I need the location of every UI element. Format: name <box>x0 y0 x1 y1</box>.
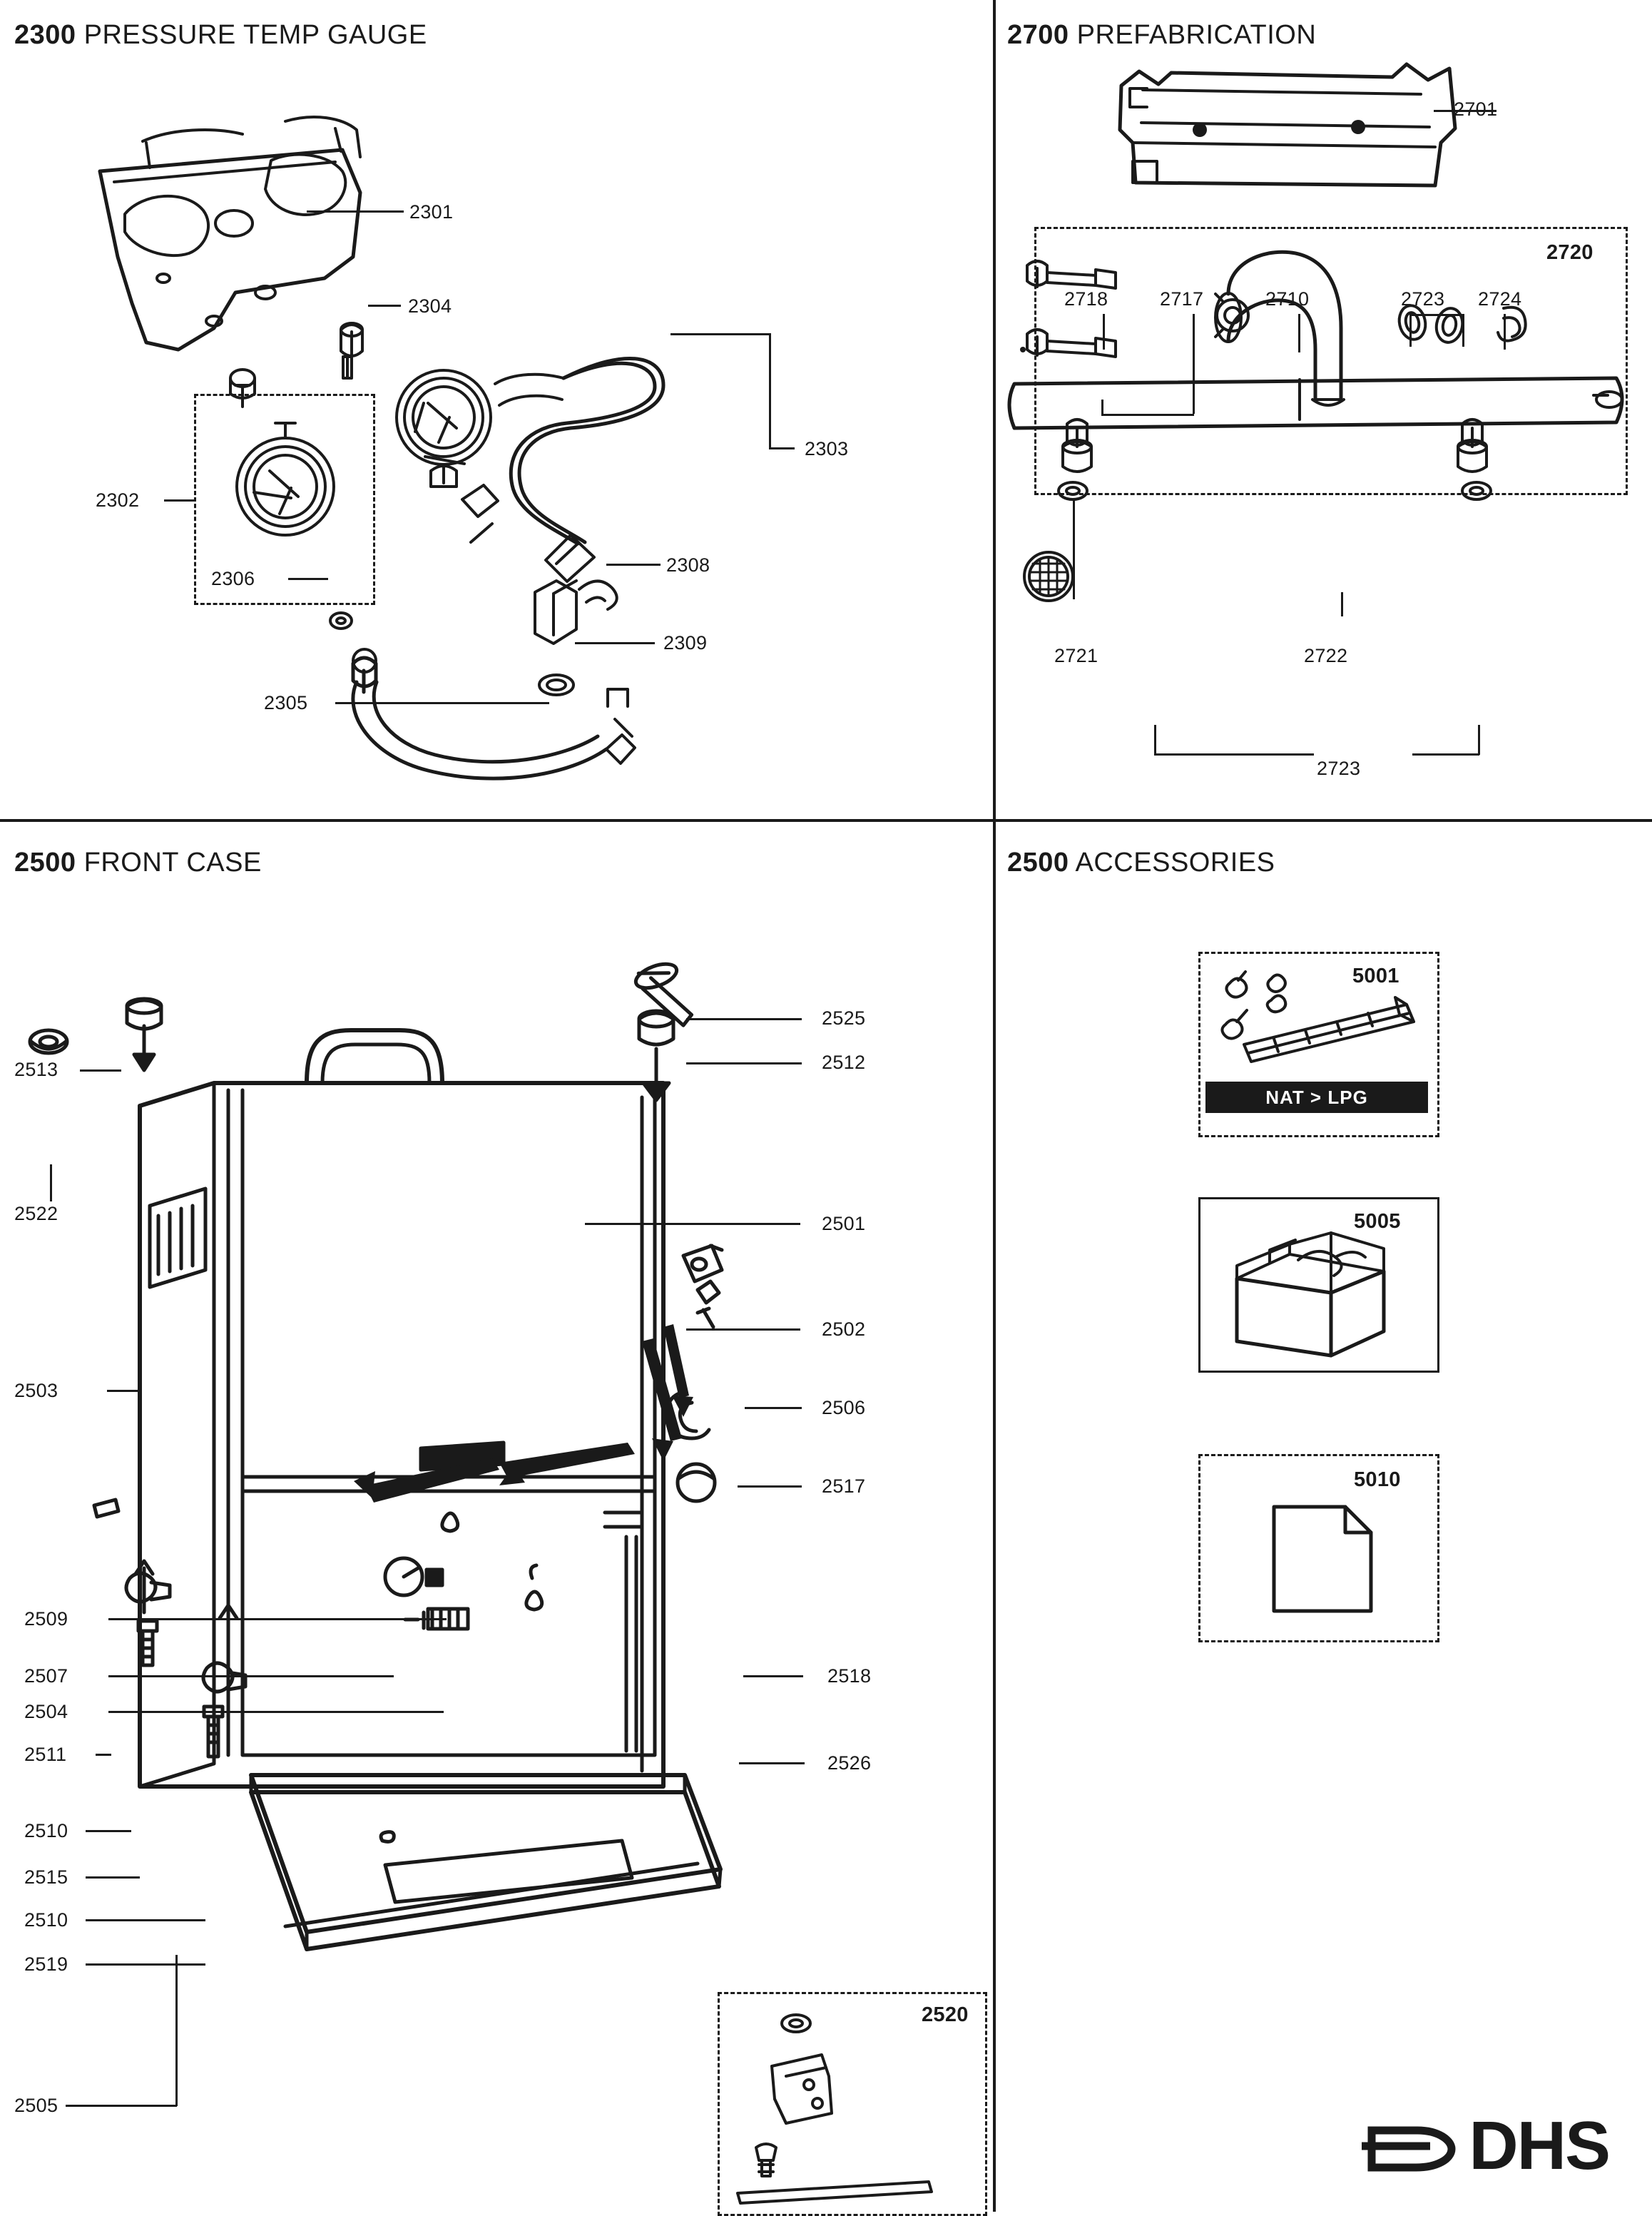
leader-2504 <box>108 1711 444 1713</box>
callout-2526: 2526 <box>827 1752 872 1774</box>
section-title: PREFABRICATION <box>1076 20 1317 50</box>
leader-2510b <box>86 1919 205 1921</box>
section-number: 2500 <box>14 848 76 878</box>
section-number: 2300 <box>14 20 76 50</box>
leader-2723-h <box>1409 314 1464 316</box>
leader-2724-v <box>1504 314 1506 350</box>
leader-2519 <box>86 1963 205 1966</box>
leader-2723-v-right <box>1462 314 1464 347</box>
leader-2517 <box>738 1485 802 1488</box>
section-heading-pressure-temp-gauge <box>14 20 427 51</box>
callout-2525: 2525 <box>822 1007 866 1029</box>
callout-2522: 2522 <box>14 1203 58 1224</box>
leader-2710-v <box>1298 314 1300 352</box>
callout-2723-lower: 2723 <box>1317 758 1361 779</box>
horizontal-divider-right <box>993 819 1652 822</box>
leader-2501 <box>585 1223 800 1225</box>
callout-2507: 2507 <box>24 1665 68 1687</box>
callout-2722: 2722 <box>1304 645 1348 666</box>
leader-2717-h <box>1101 414 1194 416</box>
callout-2504: 2504 <box>24 1701 68 1722</box>
section-heading-front-case <box>14 848 262 878</box>
callout-2718: 2718 <box>1064 288 1108 310</box>
accessory-label-5001: 5001 <box>1352 965 1399 987</box>
leader-2723-v-left <box>1409 314 1412 347</box>
leader-2510a <box>86 1830 131 1832</box>
accessory-label-5010: 5010 <box>1354 1468 1401 1491</box>
vertical-divider <box>993 0 996 2212</box>
callout-2724: 2724 <box>1478 288 1522 310</box>
callout-2517: 2517 <box>822 1475 866 1497</box>
callout-2305: 2305 <box>264 692 308 713</box>
leader-2723l-h-right <box>1412 753 1479 756</box>
leader-2513 <box>80 1069 121 1072</box>
callout-2701: 2701 <box>1454 98 1498 120</box>
callout-2720: 2720 <box>1546 241 1594 264</box>
callout-2506: 2506 <box>822 1397 866 1418</box>
leader-2303-top <box>671 333 770 335</box>
callout-2303: 2303 <box>805 438 849 459</box>
dashed-group-2720 <box>1034 227 1628 495</box>
leader-2511 <box>96 1754 111 1756</box>
leader-2515 <box>86 1876 140 1879</box>
callout-2309: 2309 <box>663 632 708 654</box>
section-heading-prefabrication <box>1007 20 1316 51</box>
callout-2308: 2308 <box>666 554 710 576</box>
section-title: ACCESSORIES <box>1075 848 1275 878</box>
leader-2723l-v-right <box>1478 725 1480 755</box>
horizontal-divider-left <box>0 819 993 822</box>
callout-2502: 2502 <box>822 1318 866 1340</box>
leader-2305 <box>335 702 549 704</box>
callout-2511: 2511 <box>24 1744 67 1765</box>
section-number: 2700 <box>1007 20 1069 50</box>
leader-2721-h <box>1073 498 1077 500</box>
callout-2505: 2505 <box>14 2095 58 2116</box>
callout-2512: 2512 <box>822 1052 866 1073</box>
leader-2301 <box>307 210 404 213</box>
leader-2723l-v-left <box>1154 725 1156 755</box>
callout-2304: 2304 <box>408 295 452 317</box>
callout-2519: 2519 <box>24 1953 68 1975</box>
leader-2525 <box>686 1018 802 1020</box>
callout-2710: 2710 <box>1265 288 1310 310</box>
leader-2717-drop <box>1101 400 1103 415</box>
callout-2503: 2503 <box>14 1380 58 1401</box>
callout-2302: 2302 <box>96 489 140 511</box>
callout-2501: 2501 <box>822 1213 866 1234</box>
leader-2309 <box>575 642 655 644</box>
section-heading-accessories <box>1007 848 1275 878</box>
leader-2303-bot <box>769 447 795 449</box>
callout-2301: 2301 <box>409 201 454 223</box>
leader-2518 <box>743 1675 803 1677</box>
leader-2723l-h-left <box>1154 753 1314 756</box>
leader-2717-v <box>1193 314 1195 414</box>
leader-2718-v <box>1103 314 1105 350</box>
leader-2512 <box>686 1062 802 1064</box>
leader-2522-v <box>50 1164 52 1201</box>
callout-2515: 2515 <box>24 1866 68 1888</box>
dhs-arrow-icon <box>1362 2109 1469 2183</box>
callout-2509: 2509 <box>24 1608 68 1630</box>
accessory-box-5010 <box>1198 1454 1439 1642</box>
accessory-label-5005: 5005 <box>1354 1210 1401 1233</box>
leader-2506 <box>745 1407 802 1409</box>
leader-2308 <box>606 564 661 566</box>
nat-lpg-badge: NAT > LPG <box>1205 1082 1428 1113</box>
section-title: PRESSURE TEMP GAUGE <box>83 20 427 50</box>
leader-2505-h <box>66 2105 177 2107</box>
callout-2513: 2513 <box>14 1059 58 1080</box>
leader-2502 <box>686 1328 800 1331</box>
leader-2505-v <box>175 1955 178 2106</box>
leader-2304 <box>368 305 401 307</box>
leader-2722-v <box>1341 592 1343 616</box>
leader-2507 <box>108 1675 394 1677</box>
brand-name: DHS <box>1469 2108 1609 2184</box>
callout-2520: 2520 <box>922 2003 969 2026</box>
callout-2510a: 2510 <box>24 1820 68 1841</box>
callout-2306: 2306 <box>211 568 255 589</box>
leader-2721-v <box>1073 498 1075 599</box>
leader-2303-vert <box>769 333 771 447</box>
callout-2721: 2721 <box>1054 645 1098 666</box>
leader-2306 <box>288 578 328 580</box>
brand-logo <box>1362 2109 1609 2183</box>
callout-2518: 2518 <box>827 1665 872 1687</box>
callout-2717: 2717 <box>1160 288 1204 310</box>
accessory-box-5005 <box>1198 1197 1439 1373</box>
leader-2509 <box>108 1618 447 1620</box>
callout-2723: 2723 <box>1401 288 1445 310</box>
callout-2510b: 2510 <box>24 1909 68 1931</box>
leader-2302 <box>164 499 194 502</box>
section-number: 2500 <box>1007 848 1069 878</box>
section-title: FRONT CASE <box>83 848 262 878</box>
leader-2503 <box>107 1390 140 1392</box>
leader-2526 <box>739 1762 805 1764</box>
gauge-assembly-illustration <box>0 43 991 813</box>
